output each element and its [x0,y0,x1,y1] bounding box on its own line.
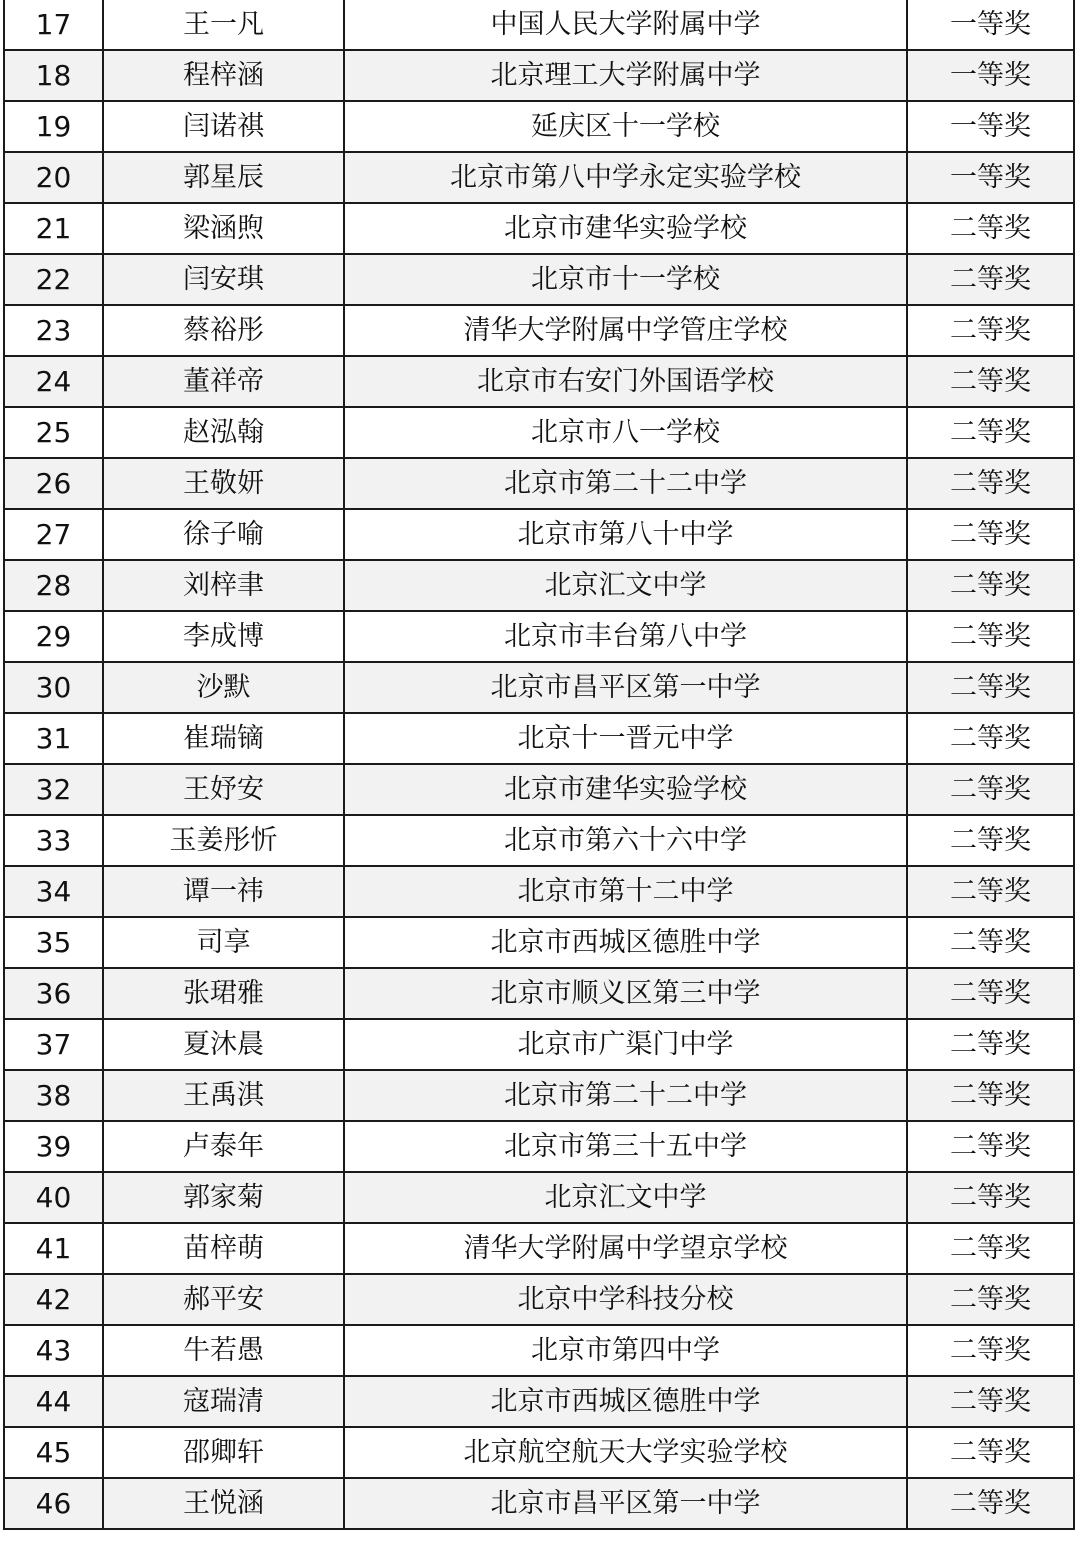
school-name: 北京市西城区德胜中学 [344,917,907,968]
table-row [4,1274,1074,1325]
table-row [4,968,1074,1019]
award-winners-table [3,0,1075,1530]
award-level: 二等奖 [907,203,1074,254]
award-level: 二等奖 [907,815,1074,866]
award-level: 二等奖 [907,866,1074,917]
table-row [4,509,1074,560]
student-name: 张珺雅 [103,968,344,1019]
school-name: 北京市昌平区第一中学 [344,662,907,713]
school-name: 北京市建华实验学校 [344,203,907,254]
table-row [4,407,1074,458]
table-row [4,0,1074,50]
award-level: 二等奖 [907,1376,1074,1427]
award-level: 二等奖 [907,1427,1074,1478]
table-row [4,713,1074,764]
school-name: 北京中学科技分校 [344,1274,907,1325]
table-row [4,866,1074,917]
student-name: 郝平安 [103,1274,344,1325]
award-level: 一等奖 [907,0,1074,50]
award-level: 二等奖 [907,1325,1074,1376]
award-level: 二等奖 [907,968,1074,1019]
student-name: 郭星辰 [103,152,344,203]
table-row [4,1325,1074,1376]
row-number: 17 [4,0,103,50]
row-number: 33 [4,815,103,866]
table-row [4,764,1074,815]
table-row [4,1376,1074,1427]
school-name: 北京十一晋元中学 [344,713,907,764]
row-number: 22 [4,254,103,305]
row-number: 36 [4,968,103,1019]
student-name: 沙默 [103,662,344,713]
table-row [4,101,1074,152]
school-name: 北京市第八中学永定实验学校 [344,152,907,203]
award-level: 二等奖 [907,1172,1074,1223]
award-level: 二等奖 [907,1478,1074,1529]
award-level: 二等奖 [907,1274,1074,1325]
row-number: 27 [4,509,103,560]
table-row [4,662,1074,713]
school-name: 北京市第四中学 [344,1325,907,1376]
award-level: 二等奖 [907,713,1074,764]
school-name: 北京市右安门外国语学校 [344,356,907,407]
school-name: 北京市西城区德胜中学 [344,1376,907,1427]
table-row [4,305,1074,356]
student-name: 寇瑞清 [103,1376,344,1427]
award-level: 二等奖 [907,560,1074,611]
school-name: 北京汇文中学 [344,560,907,611]
student-name: 王禹淇 [103,1070,344,1121]
award-level: 一等奖 [907,101,1074,152]
student-name: 邵卿轩 [103,1427,344,1478]
student-name: 闫安琪 [103,254,344,305]
school-name: 北京市第二十二中学 [344,458,907,509]
award-level: 二等奖 [907,305,1074,356]
award-level: 二等奖 [907,458,1074,509]
student-name: 王一凡 [103,0,344,50]
row-number: 31 [4,713,103,764]
table-row [4,356,1074,407]
row-number: 35 [4,917,103,968]
school-name: 北京市丰台第八中学 [344,611,907,662]
table-row [4,1121,1074,1172]
school-name: 延庆区十一学校 [344,101,907,152]
table-row [4,1478,1074,1529]
award-level: 二等奖 [907,407,1074,458]
school-name: 北京市第八十中学 [344,509,907,560]
award-level: 二等奖 [907,1223,1074,1274]
table-row [4,458,1074,509]
award-level: 一等奖 [907,50,1074,101]
row-number: 37 [4,1019,103,1070]
award-level: 二等奖 [907,1070,1074,1121]
award-level: 二等奖 [907,917,1074,968]
school-name: 中国人民大学附属中学 [344,0,907,50]
award-level: 二等奖 [907,1019,1074,1070]
table-row [4,611,1074,662]
student-name: 董祥帝 [103,356,344,407]
school-name: 北京市八一学校 [344,407,907,458]
school-name: 北京市昌平区第一中学 [344,1478,907,1529]
table-row [4,1019,1074,1070]
row-number: 25 [4,407,103,458]
student-name: 苗梓萌 [103,1223,344,1274]
student-name: 闫诺祺 [103,101,344,152]
student-name: 玉姜彤忻 [103,815,344,866]
school-name: 北京市第六十六中学 [344,815,907,866]
school-name: 北京市第十二中学 [344,866,907,917]
row-number: 21 [4,203,103,254]
student-name: 王妤安 [103,764,344,815]
award-level: 二等奖 [907,254,1074,305]
school-name: 北京航空航天大学实验学校 [344,1427,907,1478]
student-name: 刘梓聿 [103,560,344,611]
row-number: 28 [4,560,103,611]
student-name: 程梓涵 [103,50,344,101]
student-name: 徐子喻 [103,509,344,560]
row-number: 30 [4,662,103,713]
student-name: 夏沐晨 [103,1019,344,1070]
student-name: 蔡裕彤 [103,305,344,356]
school-name: 北京市建华实验学校 [344,764,907,815]
table-row [4,815,1074,866]
table-row [4,152,1074,203]
school-name: 北京市第二十二中学 [344,1070,907,1121]
table-row [4,203,1074,254]
row-number: 23 [4,305,103,356]
row-number: 18 [4,50,103,101]
student-name: 赵泓翰 [103,407,344,458]
award-level: 二等奖 [907,662,1074,713]
school-name: 北京汇文中学 [344,1172,907,1223]
student-name: 卢泰年 [103,1121,344,1172]
table-row [4,1172,1074,1223]
student-name: 王敬妍 [103,458,344,509]
award-level: 二等奖 [907,1121,1074,1172]
student-name: 郭家菊 [103,1172,344,1223]
table-row [4,560,1074,611]
row-number: 20 [4,152,103,203]
table-row [4,1070,1074,1121]
school-name: 清华大学附属中学管庄学校 [344,305,907,356]
row-number: 42 [4,1274,103,1325]
student-name: 王悦涵 [103,1478,344,1529]
school-name: 北京市第三十五中学 [344,1121,907,1172]
table-row [4,1427,1074,1478]
student-name: 牛若愚 [103,1325,344,1376]
row-number: 39 [4,1121,103,1172]
school-name: 清华大学附属中学望京学校 [344,1223,907,1274]
school-name: 北京市顺义区第三中学 [344,968,907,1019]
row-number: 26 [4,458,103,509]
table-row [4,254,1074,305]
row-number: 43 [4,1325,103,1376]
school-name: 北京市十一学校 [344,254,907,305]
row-number: 29 [4,611,103,662]
award-level: 二等奖 [907,764,1074,815]
row-number: 19 [4,101,103,152]
row-number: 32 [4,764,103,815]
row-number: 34 [4,866,103,917]
award-table-body [4,0,1074,1529]
row-number: 40 [4,1172,103,1223]
award-level: 二等奖 [907,611,1074,662]
table-row [4,1223,1074,1274]
student-name: 司享 [103,917,344,968]
row-number: 45 [4,1427,103,1478]
row-number: 41 [4,1223,103,1274]
award-level: 二等奖 [907,509,1074,560]
award-level: 二等奖 [907,356,1074,407]
table-row [4,917,1074,968]
student-name: 李成博 [103,611,344,662]
row-number: 44 [4,1376,103,1427]
award-level: 一等奖 [907,152,1074,203]
row-number: 46 [4,1478,103,1529]
student-name: 谭一祎 [103,866,344,917]
school-name: 北京理工大学附属中学 [344,50,907,101]
row-number: 24 [4,356,103,407]
student-name: 梁涵煦 [103,203,344,254]
school-name: 北京市广渠门中学 [344,1019,907,1070]
table-row [4,50,1074,101]
student-name: 崔瑞镝 [103,713,344,764]
row-number: 38 [4,1070,103,1121]
